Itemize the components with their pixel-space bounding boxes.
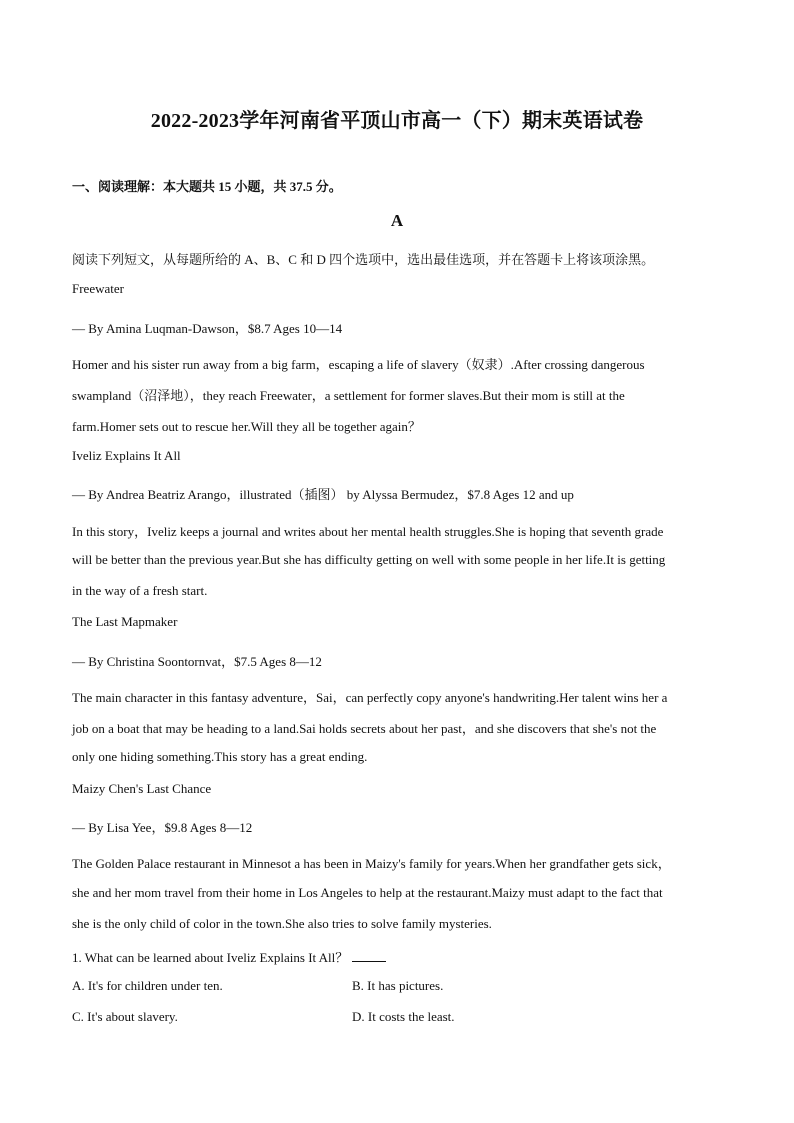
question-1 <box>72 947 386 966</box>
book-description-line: Homer and his sister run away from a big farm，escaping a life of slavery（奴隶）.After crossing dangerous <box>72 357 645 372</box>
book-description-line: The Golden Palace restaurant in Minnesot a has been in Maizy's family for years.When her grandfather gets sick， <box>72 856 671 871</box>
exam-title: 2022-2023学年河南省平顶山市高一（下）期末英语试卷 <box>150 110 644 132</box>
instructions: 阅读下列短文，从每题所给的 A、B、C 和 D 四个选项中，选出最佳选项，并在答题卡上将该项涂黑。 <box>72 252 655 267</box>
book-description-line: in the way of a fresh start. <box>72 583 208 598</box>
book-description-line: The main character in this fantasy adventure，Sai，can perfectly copy anyone's handwriting.Her talent wins her a <box>72 690 668 705</box>
option-c: C. It's about slavery. <box>72 1009 178 1024</box>
option-b: B. It has pictures. <box>352 978 444 993</box>
book-description-line: job on a boat that may be heading to a land.Sai holds secrets about her past，and she discovers that she's not the <box>72 721 657 736</box>
book-byline: — By Lisa Yee，$9.8 Ages 8—12 <box>72 820 253 835</box>
book-byline: — By Andrea Beatriz Arango，illustrated（插图） by Alyssa Bermudez，$7.8 Ages 12 and up <box>72 487 574 502</box>
book-description-line: In this story，Iveliz keeps a journal and writes about her mental health struggles.She is hoping that seventh grade <box>72 524 664 539</box>
option-d: D. It costs the least. <box>352 1009 455 1024</box>
book-title: Maizy Chen's Last Chance <box>72 781 212 796</box>
book-title: Freewater <box>72 281 124 296</box>
book-description-line: she and her mom travel from their home in Los Angeles to help at the restaurant.Maizy must adapt to the fact that <box>72 885 663 900</box>
question-text: 1. What can be learned about Iveliz Explains It All？ <box>72 950 349 965</box>
book-description-line: farm.Homer sets out to rescue her.Will they all be together again？ <box>72 419 421 434</box>
section-heading: 一、阅读理解：本大题共 15 小题，共 37.5 分。 <box>72 179 342 194</box>
book-title: The Last Mapmaker <box>72 614 178 629</box>
option-a: A. It's for children under ten. <box>72 978 223 993</box>
book-title: Iveliz Explains It All <box>72 448 181 463</box>
book-description-line: swampland（沼泽地），they reach Freewater，a settlement for former slaves.But their mom is still at the <box>72 388 625 403</box>
book-description-line: will be better than the previous year.But she has difficulty getting on well with some people in her life.It is getting <box>72 552 666 567</box>
part-label: A <box>390 211 404 230</box>
book-byline: — By Christina Soontornvat，$7.5 Ages 8—12 <box>72 654 322 669</box>
book-description-line: she is the only child of color in the town.She also tries to solve family mysteries. <box>72 916 492 931</box>
book-byline: — By Amina Luqman-Dawson，$8.7 Ages 10—14 <box>72 321 343 336</box>
answer-blank <box>352 951 386 962</box>
book-description-line: only one hiding something.This story has a great ending. <box>72 749 368 764</box>
